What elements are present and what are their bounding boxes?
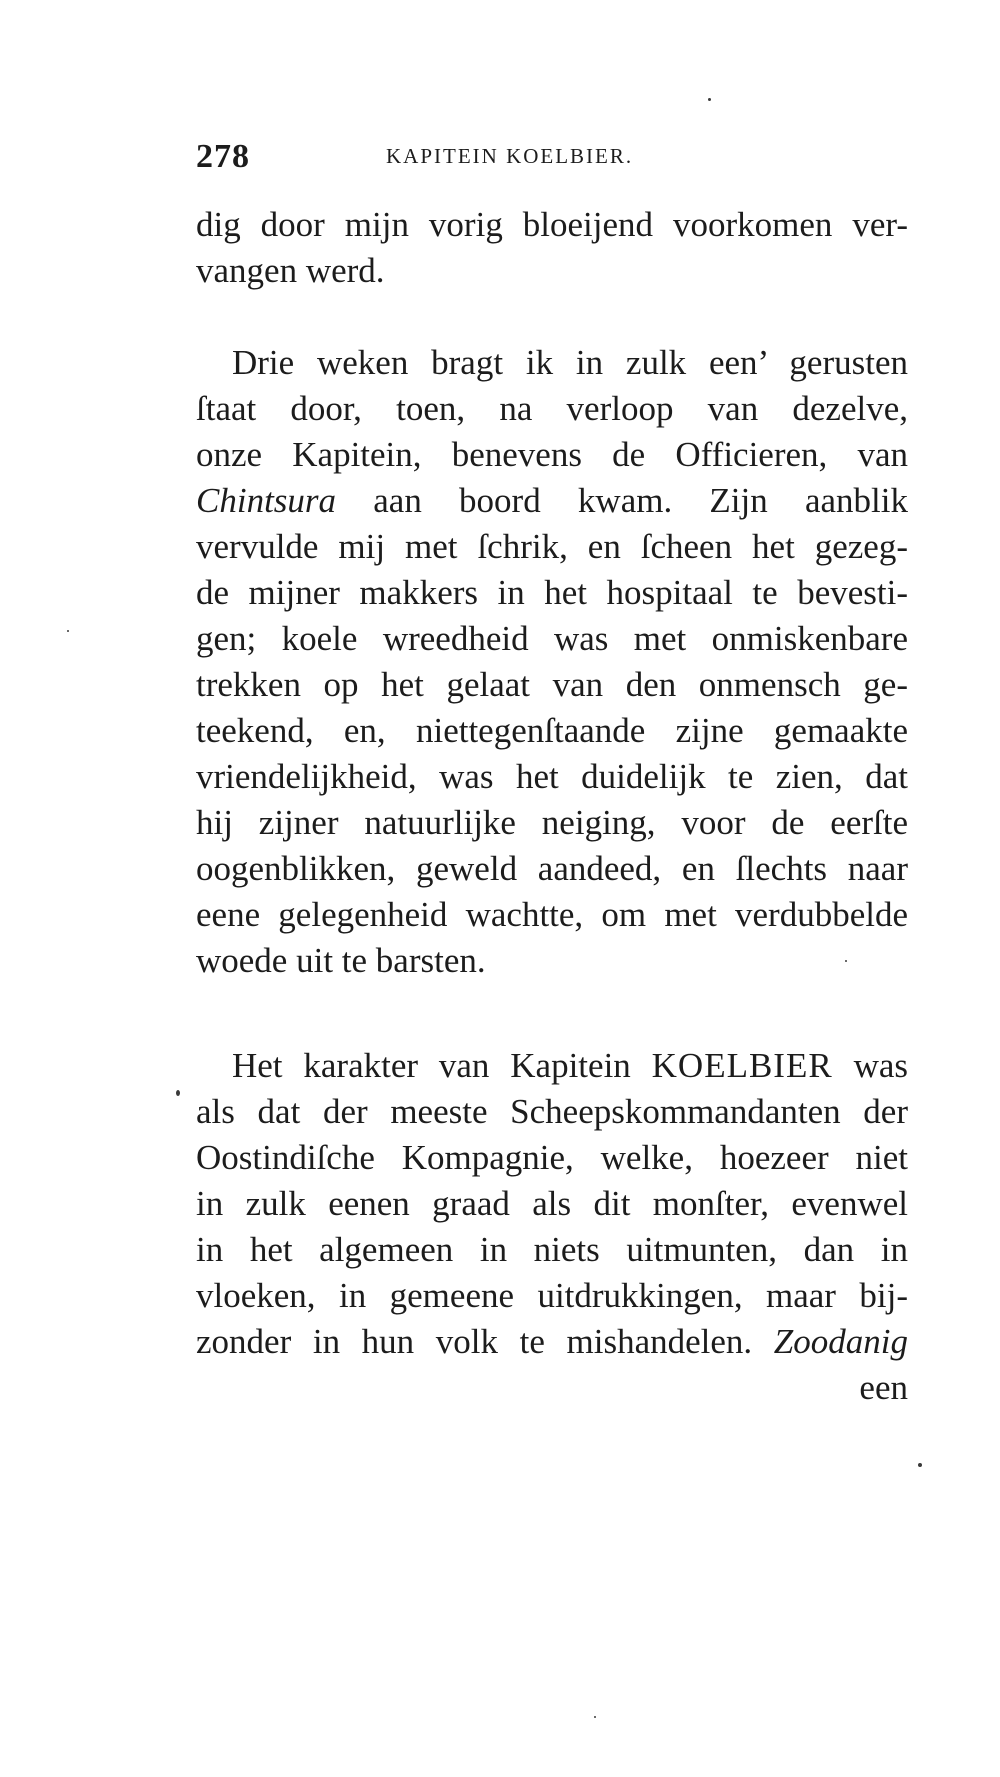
text-segment: Het karakter van Kapitein xyxy=(232,1046,631,1085)
text-line: dig door mijn vorig bloeijend voorkomen ver- xyxy=(196,205,908,244)
text-line: in het algemeen in niets uitmunten, dan in xyxy=(196,1230,908,1269)
text-line-karakter xyxy=(196,1043,908,1089)
text-line: als dat der meeste Scheepskommandanten der xyxy=(196,1092,908,1131)
text-line: vriendelijkheid, was het duidelijk te zien, dat xyxy=(196,757,908,796)
paragraph-drie-weken xyxy=(196,340,908,984)
text-line: eene gelegenheid wachtte, om met verdubbelde xyxy=(196,895,908,934)
text-line-rest: aan boord kwam. Zijn aanblik xyxy=(336,481,908,520)
name-koelbier: KOELBIER xyxy=(651,1046,833,1085)
text-line: trekken op het gelaat van den onmensch ge- xyxy=(196,665,908,704)
paper-speck xyxy=(918,1463,922,1467)
catchword: een xyxy=(859,1368,908,1407)
text-line: hij zijner natuurlijke neiging, voor de eerſte xyxy=(196,803,908,842)
text-line: gen; koele wreedheid was met onmiskenbare xyxy=(196,619,908,658)
text-line: teekend, en, niettegenſtaande zijne gemaakte xyxy=(196,711,908,750)
paper-speck xyxy=(594,1716,596,1718)
text-segment-italic: Zoodanig xyxy=(773,1322,908,1361)
paper-speck xyxy=(176,1090,180,1096)
text-line: Drie weken bragt ik in zulk een’ gerusten xyxy=(232,343,908,382)
text-line-zoodanig xyxy=(196,1319,908,1365)
text-line-chintsura xyxy=(196,478,908,524)
text-line: vloeken, in gemeene uitdrukkingen, maar bij- xyxy=(196,1276,908,1315)
text-line: in zulk eenen graad als dit monſter, evenwel xyxy=(196,1184,908,1223)
running-head xyxy=(196,138,806,174)
text-segment: was xyxy=(853,1046,908,1085)
running-title: KAPITEIN KOELBIER. xyxy=(386,144,634,168)
text-line: de mijner makkers in het hospitaal te bevesti- xyxy=(196,573,908,612)
catchword-block xyxy=(196,1365,908,1411)
paper-speck xyxy=(845,960,847,962)
text-line: oogenblikken, geweld aandeed, en ſlechts naar xyxy=(196,849,908,888)
paper-speck xyxy=(67,630,69,632)
paragraph-continuation xyxy=(196,202,908,294)
text-line: vervulde mij met ſchrik, en ſcheen het gezeg- xyxy=(196,527,908,566)
text-line: vangen werd. xyxy=(196,251,385,290)
page-number: 278 xyxy=(196,138,250,175)
text-line: Oostindiſche Kompagnie, welke, hoezeer niet xyxy=(196,1138,908,1177)
text-line: ſtaat door, toen, na verloop van dezelve, xyxy=(196,389,908,428)
paragraph-het-karakter xyxy=(196,1043,908,1365)
place-name-chintsura: Chintsura xyxy=(196,481,337,520)
text-line: woede uit te barsten. xyxy=(196,941,486,980)
paper-speck xyxy=(708,98,711,101)
text-line: onze Kapitein, benevens de Officieren, van xyxy=(196,435,908,474)
text-segment: zonder in hun volk te mishandelen. xyxy=(196,1322,774,1361)
